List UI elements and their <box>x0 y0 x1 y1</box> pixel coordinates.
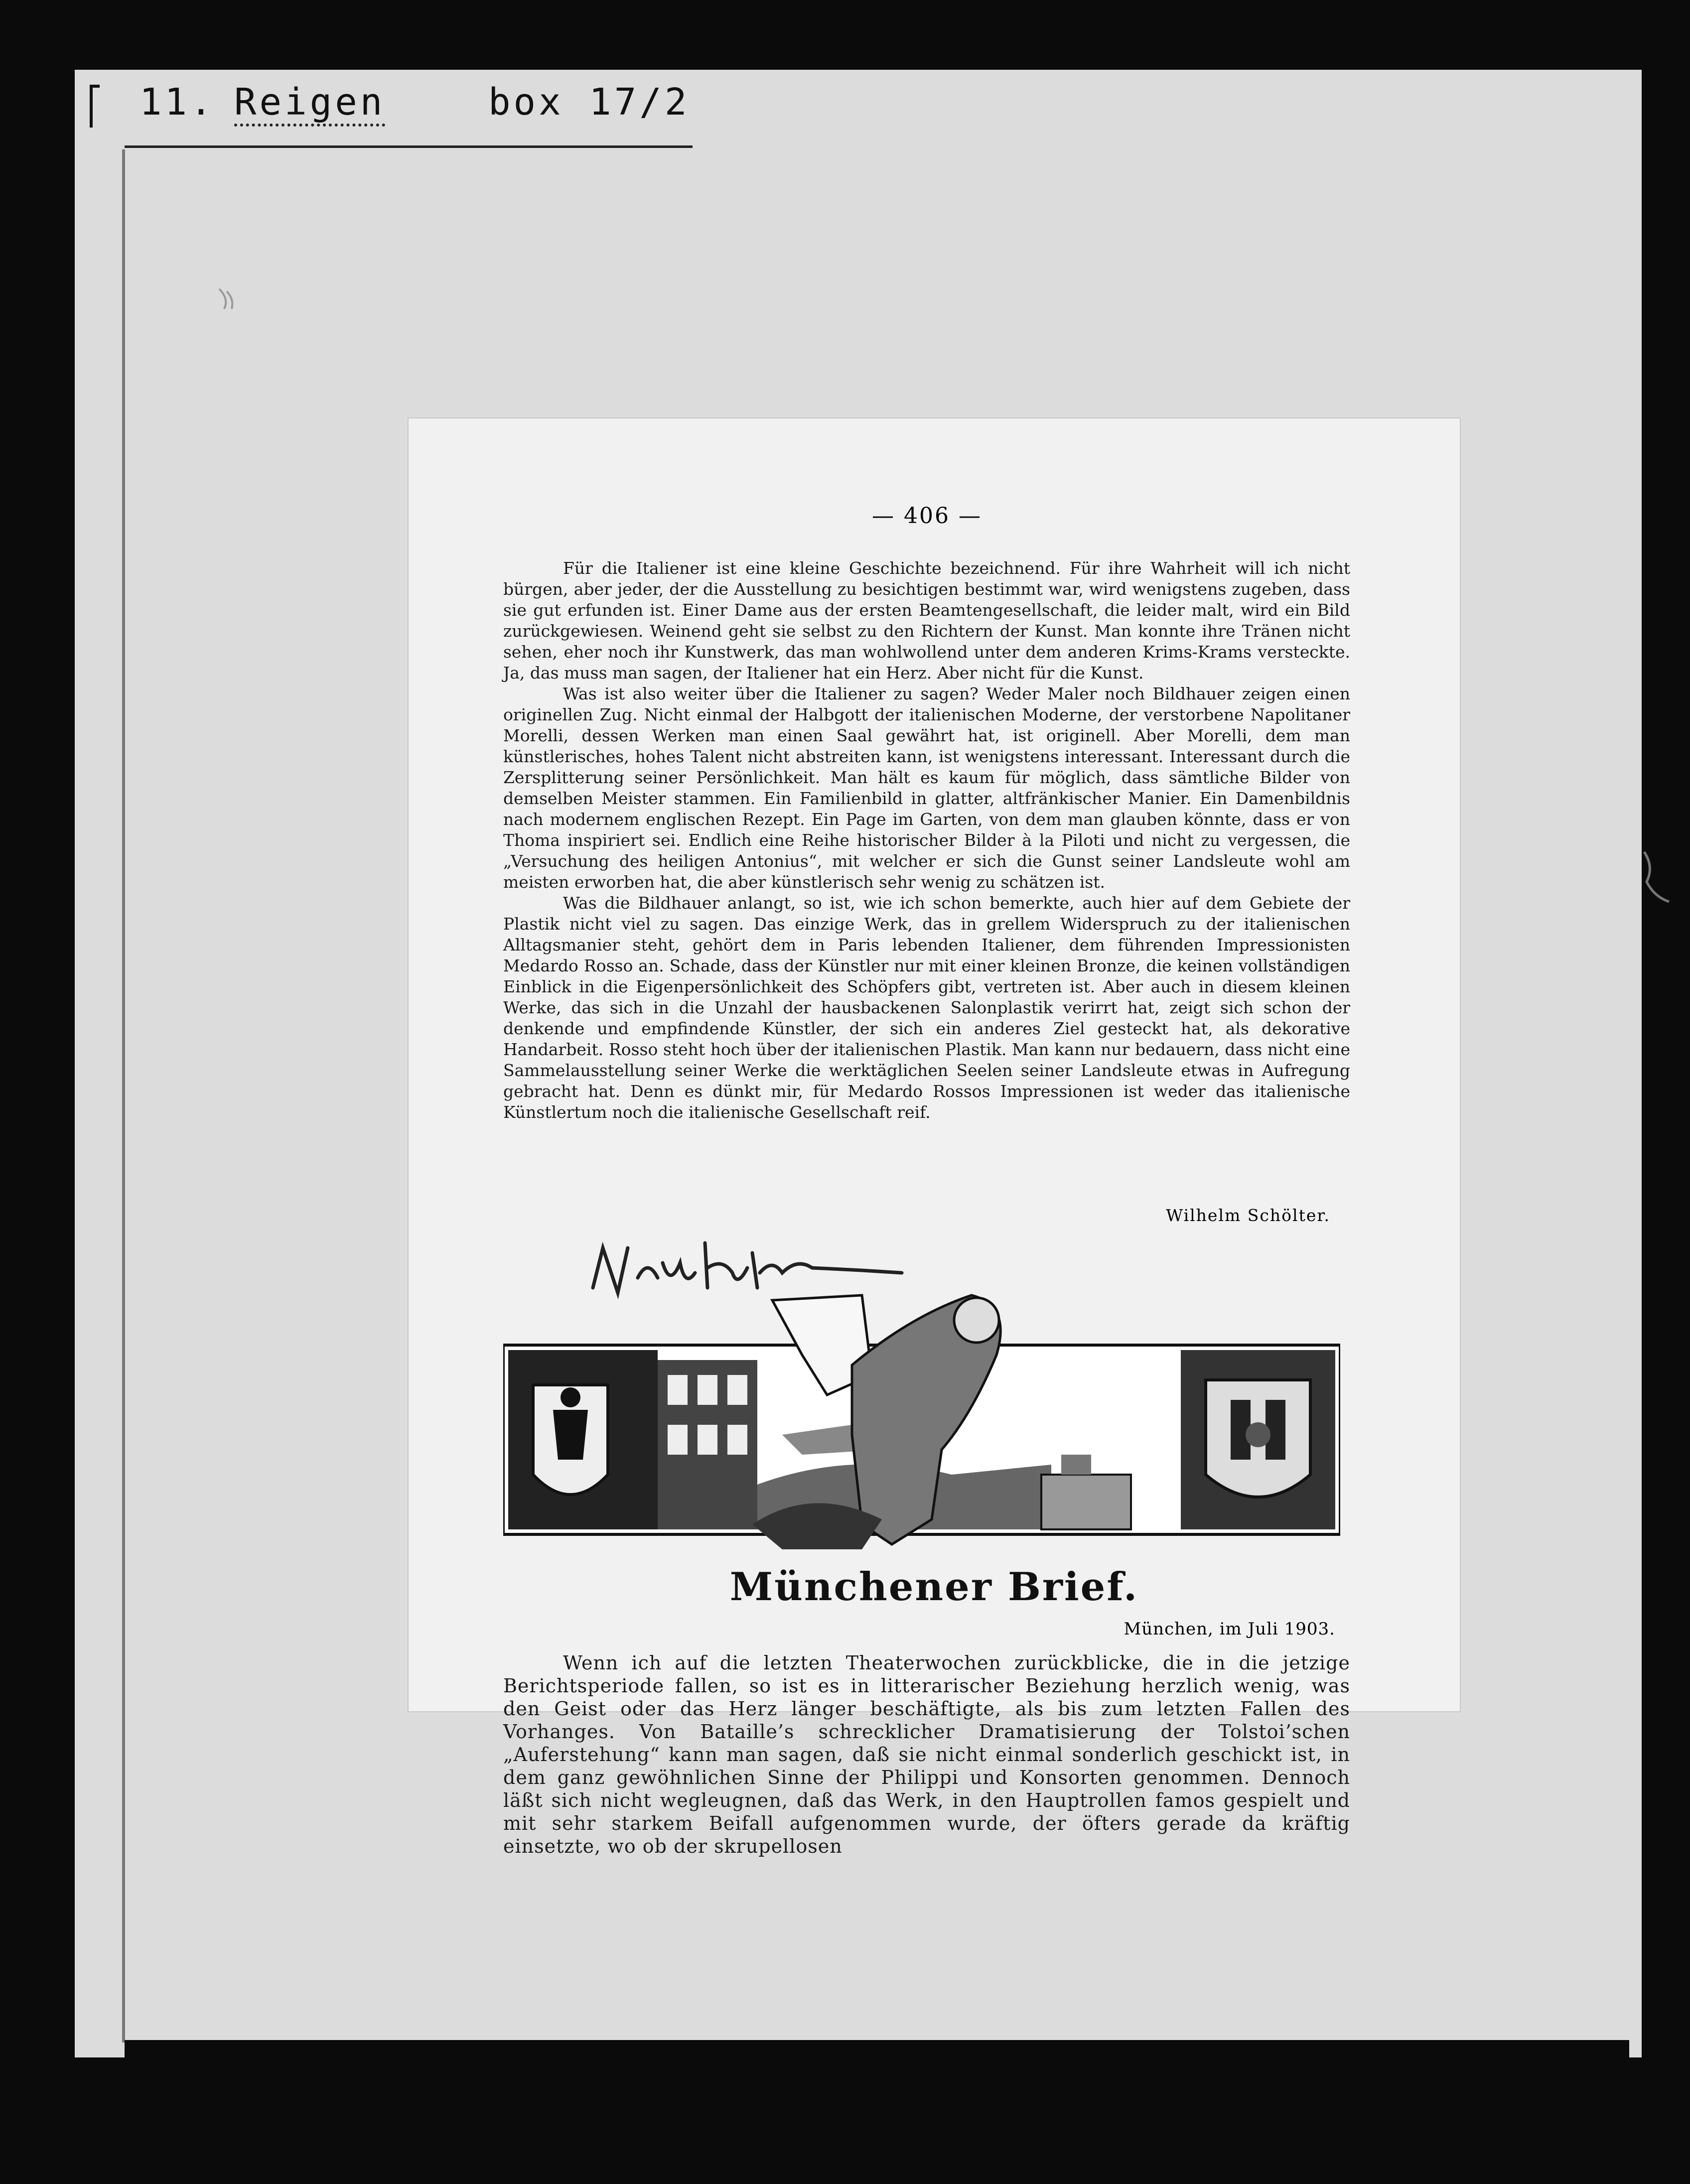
label-number: 11. <box>140 81 215 124</box>
letter-body <box>503 1651 1350 1858</box>
page-number: — 406 — <box>872 503 982 529</box>
newspaper-clipping <box>409 418 1460 1857</box>
board-bottom-edge <box>125 2040 1629 2058</box>
paragraph: Wenn ich auf die letzten Theaterwochen zurückblicke, die in die jetzige Berichtsperiode fallen, so ist es in litterarischer Beziehung herzlich wenig, was den Geist oder das Herz länger beschäftigte, als bis zum letzten Fallen des Vorhanges. Von Bataille’s schrecklicher Dramatisierung der Tolstoi’schen „Auferstehung“ kann man sagen, daß sie nicht einmal sonderlich geschickt ist, in dem ganz gewöhnlichen Sinne der Philippi und Konsorten genommen. Dennoch läßt sich nicht wegleugnen, daß das Werk, in den Hauptrollen famos gespielt und mit sehr starkem Beifall aufgenommen wurde, der öfters gerade da kräftig einsetzte, wo ob der skrupellosen <box>503 1652 1350 1857</box>
corner-mark <box>90 85 100 128</box>
archive-board <box>75 70 1642 2057</box>
author-signature: Wilhelm Schölter. <box>1166 1206 1330 1225</box>
header-illustration <box>503 1285 1340 1564</box>
label-title: Reigen <box>234 81 385 127</box>
paragraph: Was die Bildhauer anlangt, so ist, wie ich schon bemerkte, auch hier auf dem Gebiete der Plastik nicht viel zu sagen. Das einzige Werk, das in grellem Widerspruch zu der italienischen Alltagsmanier steht, gehört dem in Paris lebenden Italiener, dem führenden Impressionisten Medardo Rosso an. Schade, dass der Künstler nur mit einer kleinen Bronze, die keinen vollständigen Einblick in die Eigenpersönlichkeit des Schöpfers gibt, vertreten ist. Aber auch in diesem kleinen Werke, das sich in die Unzahl der hausbackenen Salonplastik verirrt hat, zeigt sich schon der denkende und empfindende Künstler, der sich ein anderes Ziel gesteckt hat, als dekorative Handarbeit. Rosso steht hoch über der italienischen Plastik. Man kann nur bedauern, dass nicht eine Sammelausstellung seiner Werke die werktäglichen Seelen seiner Landsleute etwas in Aufregung gebracht hat. Denn es dünkt mir, für Medardo Rossos Impressionen ist weder das italienische Künstlertum noch die italienische Gesellschaft reif. <box>503 893 1350 1122</box>
pencil-mark <box>214 284 244 314</box>
paragraph: Was ist also weiter über die Italiener zu sagen? Weder Maler noch Bildhauer zeigen einen originellen Zug. Nicht einmal der Halbgott der italienischen Moderne, der verstorbene Napolitaner Morelli, dessen Werken man einen Saal gewährt hat, ist originell. Aber Morelli, dem man künstlerisches, hohes Talent nicht abstreiten kann, ist wenigstens interessant. Interessant durch die Zersplitterung seiner Persönlichkeit. Man hält es kaum für möglich, dass sämtliche Bilder von demselben Meister stammen. Ein Familienbild in glatter, altfränkischer Manier. Ein Damenbildnis nach modernem englischen Rezept. Ein Page im Garten, von dem man glauben könnte, dass er von Thoma inspiriert sei. Endlich eine Reihe historischer Bilder à la Piloti und nicht zu vergessen, die „Versuchung des heiligen Antonius“, mit welcher er sich die Gunst seiner Landsleute wohl am meisten erworben hat, die aber künstlerisch sehr wenig zu schätzen ist. <box>503 684 1350 892</box>
dateline: München, im Juli 1903. <box>1124 1619 1335 1639</box>
article-body <box>503 558 1350 1123</box>
paragraph: Für die Italiener ist eine kleine Geschichte bezeichnend. Für ihre Wahrheit will ich nicht bürgen, aber jeder, der die Ausstellung zu besichtigen bestimmt war, wird wenigstens zugeben, dass sie gut erfunden ist. Einer Dame aus der ersten Beamtengesellschaft, die leider malt, wird ein Bild zurückgewiesen. Weinend geht sie selbst zu den Richtern der Kunst. Man konnte ihre Tränen nicht sehen, eher noch ihr Kunstwerk, das man wohlwollend unter dem anderen Krims-Krams versteckte. Ja, das muss man sagen, der Italiener hat ein Herz. Aber nicht für die Kunst. <box>503 558 1350 682</box>
label-underline <box>125 145 693 148</box>
pencil-mark <box>1639 847 1674 907</box>
letter-title: Münchener Brief. <box>729 1564 1139 1610</box>
archive-label <box>75 70 698 154</box>
left-margin-rule <box>122 149 125 2043</box>
label-box: box 17/2 <box>488 81 690 124</box>
